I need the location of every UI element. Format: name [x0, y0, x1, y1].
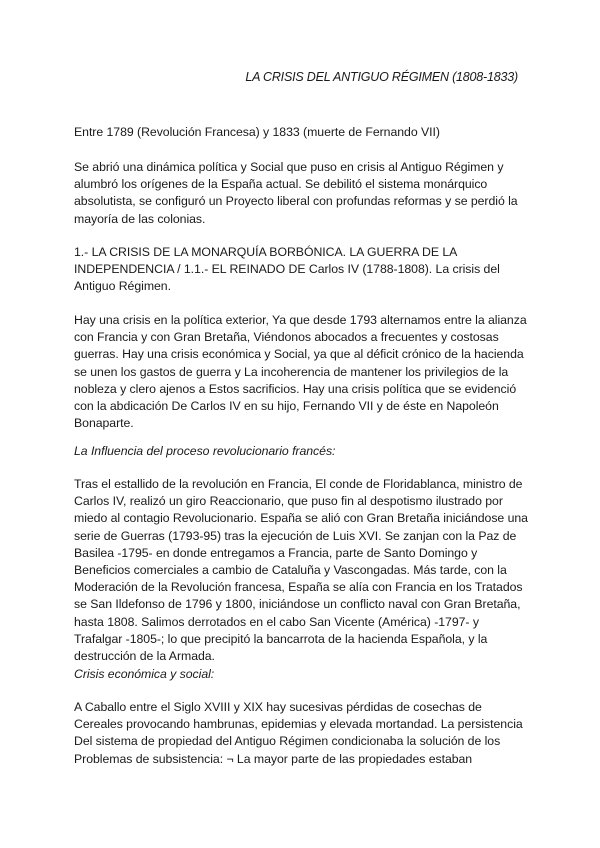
intro-period: Entre 1789 (Revolución Francesa) y 1833 (muerte de Fernando VII) [74, 125, 440, 139]
document-title: LA CRISIS DEL ANTIGUO RÉGIMEN (1808-1833) [245, 70, 518, 84]
intro-paragraph: Se abrió una dinámica política y Social que puso en crisis al Antiguo Régimen y alumbró los orígenes de la España actual. Se debilitó el sistema monárquico absolutista, se configuró un Proyecto liberal con profundas reformas y se perdió la mayoría de las colonias. [74, 160, 518, 226]
economic-paragraph: A Caballo entre el Siglo XVIII y XIX hay sucesivas pérdidas de cosechas de Cereales provocando hambrunas, epidemias y elevada mortandad. La persistencia Del sistema de propiedad del Antiguo Régimen condicionaba la solución de los Problemas de subsistencia: ¬ La mayor parte de las propiedades estaban [74, 700, 523, 766]
revolution-paragraph: Tras el estallido de la revolución en Francia, El conde de Floridablanca, ministro de Carlos IV, realizó un giro Reaccionario, que puso fin al despotismo ilustrado por miedo al contagio Revolucionario. España se alió con Gran Bretaña iniciándose una serie de Guerras (1793-95) tras la ejecución de Luis XVI. Se zanjan con la Paz de Basilea -1795- en donde entregamos a Francia, parte de Santo Domingo y Beneficios comerciales a cambio de Cataluña y Vascongadas. Más tarde, con la Moderación de la Revolución francesa, España se alía con Francia en los Tratados se San Ildefonso de 1796 y 1800, iniciándose un conflicto naval con Gran Bretaña, hasta 1808. Salimos derrotados en el cabo San Vicente (América) -1797- y Trafalgar -1805-; lo que precipitó la bancarrota de la hacienda Española, y la destrucción de la Armada. [74, 477, 528, 664]
subheading-economic-crisis: Crisis económica y social: [74, 667, 215, 681]
subheading-revolutionary-influence: La Influencia del proceso revolucionario francés: [74, 444, 336, 458]
section-heading: 1.- LA CRISIS DE LA MONARQUÍA BORBÓNICA. LA GUERRA DE LA INDEPENDENCIA / 1.1.- EL REINADO DE Carlos IV (1788-1808). La crisis del Antiguo Régimen. [74, 245, 500, 294]
crisis-paragraph: Hay una crisis en la política exterior, Ya que desde 1793 alternamos entre la alianza con Francia y con Gran Bretaña, Viéndonos abocados a frecuentes y costosas guerras. Hay una crisis económica y Social, ya que al déficit crónico de la hacienda se unen los gastos de guerra y La incoherencia de mantener los privilegios de la nobleza y clero ajenos a Estos sacrificios. Hay una crisis política que se evidenció con la abdicación De Carlos IV en su hijo, Fernando VII y de éste en Napoleón Bonaparte. [74, 313, 527, 431]
